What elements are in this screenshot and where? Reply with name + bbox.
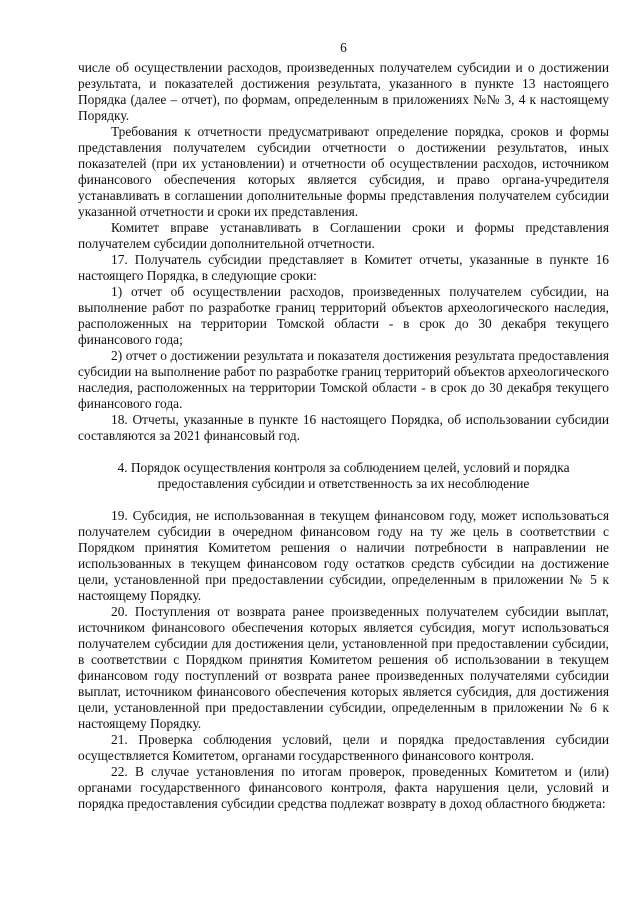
section-heading	[78, 460, 609, 492]
paragraph: 2) отчет о достижении результата и показателя достижения результата предоставления субсидии на выполнение работ по разработке границ территорий объектов археологического наследия, расположенных на территории Томской области - в срок до 30 декабря текущего финансового года.	[78, 348, 609, 411]
paragraph: 18. Отчеты, указанные в пункте 16 настоящего Порядка, об использовании субсидии составляются за 2021 финансовый год.	[78, 412, 609, 443]
section-heading-line-1: 4. Порядок осуществления контроля за соблюдением целей, условий и порядка	[117, 460, 570, 475]
paragraph: 1) отчет об осуществлении расходов, произведенных получателем субсидии, на выполнение работ по разработке границ территорий объектов археологического наследия, расположенных на территории Томской области - в срок до 30 декабря текущего финансового года;	[78, 284, 609, 347]
paragraph: 21. Проверка соблюдения условий, цели и порядка предоставления субсидии осуществляется Комитетом, органами государственного финансового контроля.	[78, 732, 609, 763]
paragraph: 17. Получатель субсидии представляет в Комитет отчеты, указанные в пункте 16 настоящего Порядка, в следующие сроки:	[78, 252, 609, 283]
paragraph: Комитет вправе устанавливать в Соглашении сроки и формы представления получателем субсидии дополнительной отчетности.	[78, 220, 609, 251]
paragraph: Требования к отчетности предусматривают определение порядка, сроков и формы представления получателем субсидии отчетности о достижении результатов, иных показателей (при их установлении) и отчетности об осуществлении расходов, источником финансового обеспечения которых является субсидия, и право органа-учредителя устанавливать в соглашении дополнительные формы представления получателем субсидии указанной отчетности и сроки их представления.	[78, 124, 609, 219]
page-number: 6	[340, 40, 347, 55]
paragraph: 19. Субсидия, не использованная в текущем финансовом году, может использоваться получателем субсидии в очередном финансовом году на ту же цель в соответствии с Порядком принятия Комитетом решения о наличии потребности в направлении не использованных в текущем финансовом году остатков средств субсидии на достижение цели, установленной при предоставлении субсидии, определенным в приложении № 5 к настоящему Порядку.	[78, 508, 609, 603]
paragraph: 22. В случае установления по итогам проверок, проведенных Комитетом и (или) органами государственного финансового контроля, факта нарушения цели, условий и порядка предоставления субсидии средства подлежат возврату в доход областного бюджета:	[78, 764, 609, 811]
paragraph: 20. Поступления от возврата ранее произведенных получателем субсидии выплат, источником финансового обеспечения которых является субсидия, могут использоваться получателем субсидии для достижения цели, установленной при предоставлении субсидии, в соответствии с Порядком принятия Комитетом решения об использовании в текущем финансовом году поступлений от возврата ранее произведенных получателями субсидии выплат, источником финансового обеспечения которых является субсидия, для достижения цели, установленной при предоставлении субсидии, определенным в приложении № 6 к настоящему Порядку.	[78, 604, 609, 731]
section-heading-line-2: предоставления субсидии и ответственность за их несоблюдение	[157, 476, 530, 491]
document-body-bottom	[78, 508, 609, 812]
paragraph: числе об осуществлении расходов, произведенных получателем субсидии и о достижении результата, и показателей достижения результата, указанного в пункте 13 настоящего Порядка (далее – отчет), по формам, определенным в приложениях №№ 3, 4 к настоящему Порядку.	[78, 60, 609, 123]
document-body-top	[78, 60, 609, 444]
